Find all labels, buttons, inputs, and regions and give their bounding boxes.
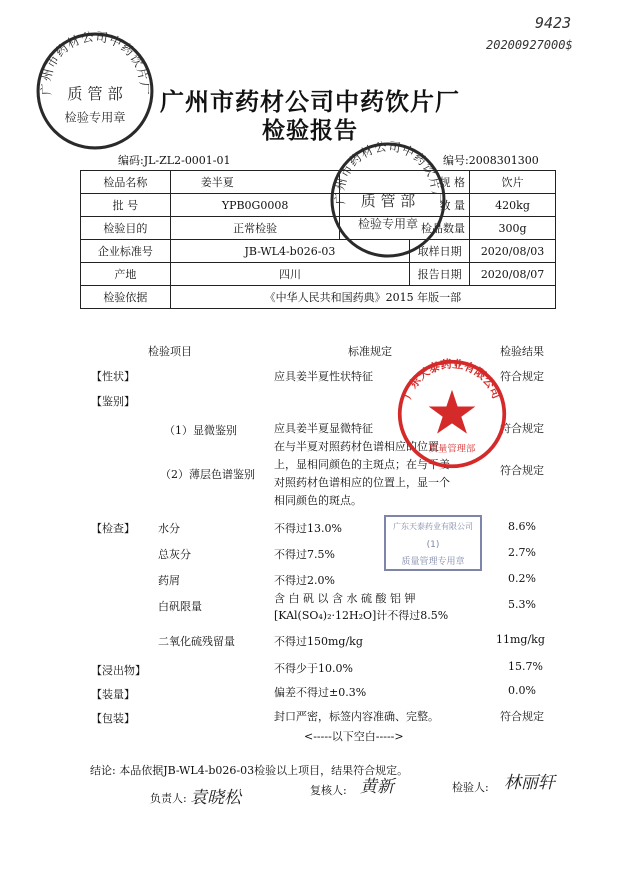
table-row [81,217,556,240]
tlc-line-4: 相同颜色的斑点。 [274,494,362,507]
product-name-label: 检品名称 [81,171,171,194]
alum-standard-line1: 含 白 矾 以 含 水 硫 酸 铝 钾 [274,592,416,605]
alum-result: 5.3% [508,598,536,611]
fill-result: 0.0% [508,684,536,697]
report-title: 检验报告 [262,118,358,144]
tlc-line-1: 在与半夏对照药材色谱相应的位置 [274,440,439,453]
serial-code-value: 2008301300 [468,154,539,167]
micro-standard: 应具姜半夏显微特征 [274,422,373,435]
tlc-result: 符合规定 [500,464,544,477]
quality-dept-seal [383,514,483,572]
responsible-label: 负责人: [150,792,187,805]
blue-seal-purpose: 质量管理专用章 [401,557,465,567]
table-row [81,240,556,263]
seal-center-purpose: 检验专用章 [357,217,419,231]
table-row [81,171,556,194]
doc-code [118,152,231,168]
basis-value: 《中华人民共和国药典》2015 年版一部 [170,286,555,309]
company-seal-red [396,358,508,470]
standard-no-label: 企业标准号 [81,240,171,263]
serial-code [443,152,539,168]
seal-left-dept: 质 管 部 [67,85,123,104]
alum-standard-line2: [KAl(SO₄)₂·12H₂O]计不得过8.5% [274,609,449,622]
report-date-label: 报告日期 [410,263,470,286]
seal-left-company: 广州市药材公司中药饮片厂 [38,30,152,96]
blank-note: <-----以下空白-----> [304,730,404,743]
character-standard: 应具姜半夏性状特征 [274,370,373,383]
rot-standard: 不得过2.0% [274,574,335,587]
fill-standard: 偏差不得过±0.3% [274,686,367,699]
ash-standard: 不得过7.5% [274,548,335,561]
extract-label: 【浸出物】 [91,664,146,677]
seal-center-company: 广州市药材公司中药饮片厂 [332,140,444,205]
package-standard: 封口严密，标签内容准确、完整。 [274,710,439,723]
rot-label: 药屑 [158,574,180,587]
fill-label: 【装量】 [91,688,135,701]
standard-no-value: JB-WL4-b026-03 [170,240,409,263]
extract-result: 15.7% [508,660,543,673]
seal-center-dept: 质 管 部 [360,192,416,210]
company-title: 广州市药材公司中药饮片厂 [160,88,460,116]
sample-qty-label: 检品数量 [340,217,470,240]
reviewer-signature: 黄新 [360,777,394,797]
character-label: 【性状】 [91,370,135,383]
spec-value: 饮片 [470,171,556,194]
package-label: 【包装】 [91,712,135,725]
blue-seal-company: 广东天泰药业有限公司 [393,522,473,531]
origin-value: 四川 [170,263,409,286]
conclusion-label: 结论: [90,764,116,777]
package-result: 符合规定 [500,710,544,723]
moisture-result: 8.6% [508,520,536,533]
batch-label: 批 号 [81,194,171,217]
extract-standard: 不得少于10.0% [274,662,353,675]
so2-result: 11mg/kg [496,633,545,646]
micro-label: （1）显微鉴别 [164,424,237,437]
sampling-date-label: 取样日期 [410,240,470,263]
purpose-value: 正常检验 [170,217,340,240]
responsible-signature: 袁晓松 [190,788,241,808]
inspector-label: 检验人: [452,781,489,794]
doc-code-label: 编码: [118,154,144,167]
origin-label: 产地 [81,263,171,286]
seal-left-purpose: 检验专用章 [64,110,126,125]
qa-inspection-seal-center [328,140,448,260]
character-result: 符合规定 [500,370,544,383]
inspection-label: 【检查】 [91,522,135,535]
doc-code-value: JL-ZL2-0001-01 [143,154,231,167]
ash-label: 总灰分 [158,548,191,561]
table-row [81,286,556,309]
report-date-value: 2020/08/07 [470,263,556,286]
quantity-label: 数 量 [340,194,470,217]
tlc-line-3: 对照药材色谱相应的位置上，显一个 [274,476,450,489]
batch-value: YPB0G0008 [170,194,340,217]
sampling-date-value: 2020/08/03 [470,240,556,263]
inspector-signature: 林丽轩 [504,773,555,793]
red-seal-dept: 质量管理部 [428,443,476,455]
red-seal-star-icon [429,390,476,434]
ash-result: 2.7% [508,546,536,559]
sample-info-table [80,170,556,309]
handwritten-number: 9423 [535,14,572,32]
purpose-label: 检验目的 [81,217,171,240]
table-row [81,263,556,286]
basis-label: 检验依据 [81,286,171,309]
spec-label: 规 格 [340,171,470,194]
tlc-line-2: 上，显相同颜色的主斑点；在与干姜 [274,458,450,471]
reviewer-label: 复核人: [310,784,347,797]
tlc-label: （2）薄层色谱鉴别 [160,468,255,481]
sample-qty-value: 300g [470,217,556,240]
header-item: 检验项目 [148,345,192,358]
so2-standard: 不得过150mg/kg [274,635,363,648]
so2-label: 二氧化硫残留量 [158,635,235,648]
alum-label: 白矾限量 [158,600,202,613]
moisture-label: 水分 [158,522,180,535]
rot-result: 0.2% [508,572,536,585]
serial-code-label: 编号: [443,154,469,167]
identification-label: 【鉴别】 [91,395,135,408]
header-result: 检验结果 [500,345,544,358]
conclusion-text: 本品依据JB-WL4-b026-03检验以上项目，结果符合规定。 [119,764,409,777]
moisture-standard: 不得过13.0% [274,522,342,535]
handwritten-date-code: 20200927000$ [486,38,573,52]
blue-seal-number: (1) [426,540,440,550]
table-row [81,194,556,217]
micro-result: 符合规定 [500,422,544,435]
header-standard: 标准规定 [348,345,392,358]
product-name: 姜半夏 [170,171,340,194]
quantity-value: 420kg [470,194,556,217]
red-seal-company: 广东天泰药业有限公司 [400,358,504,401]
